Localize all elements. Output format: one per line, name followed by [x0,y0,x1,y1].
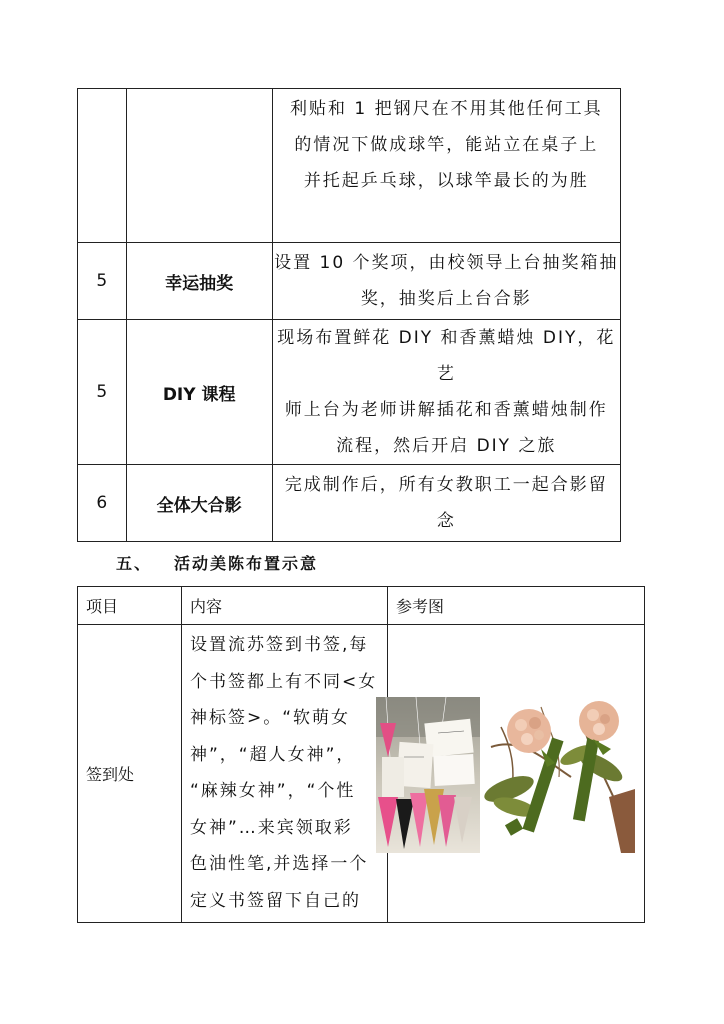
desc-line: 完成制作后，所有女教职工一起合影留 [284,475,608,495]
content-line: 神”，“超人女神”， [190,744,356,765]
header-reference: 参考图 [388,587,645,625]
header-item: 项目 [78,587,182,625]
row-number: 6 [78,465,127,542]
content-line: 个书签都上有不同<女 [190,671,378,692]
row-number: 5 [78,320,127,465]
tassel-bookmarks-photo [376,697,480,853]
flower-pens-photo [481,697,635,853]
desc-line: 流程，然后开启 DIY 之旅 [336,436,557,456]
content-line: “麻辣女神”，“个性 [190,781,356,801]
content-line: 神标签>。“软萌女 [190,708,351,728]
row-name: 全体大合影 [126,465,272,542]
desc-line: 念 [436,511,456,531]
row-description [272,243,620,320]
row-name [126,89,272,243]
row-name: DIY 课程 [126,320,272,465]
content-line: 女神”…来宾领取彩 [190,817,353,838]
desc-line: 师上台为老师讲解插花和香薰蜡烛制作 [284,400,608,420]
desc-line: 设置 10 个奖项，由校领导上台抽奖箱抽 [274,253,619,273]
desc-line: 现场布置鲜花 DIY 和香薰蜡烛 DIY，花艺 [277,328,616,384]
row-name: 幸运抽奖 [126,243,272,320]
item-cell: 签到处 [78,625,182,923]
row-number [78,89,127,243]
section-title: 活动美陈布置示意 [174,554,319,573]
table-header-row [78,587,645,625]
desc-line: 的情况下做成球竿，能站立在桌子上 [294,135,599,155]
table-row [78,465,621,542]
section-heading [116,551,318,574]
desc-line: 并托起乒乓球，以球竿最长的为胜 [303,171,589,191]
table-row [78,243,621,320]
row-description [272,89,620,243]
header-content: 内容 [182,587,388,625]
table-row [78,320,621,465]
content-cell [182,625,388,923]
section-number: 五、 [116,554,153,573]
content-line: 设置流苏签到书签,每 [190,635,369,655]
desc-line: 奖，抽奖后上台合影 [360,289,532,309]
row-description [272,465,620,542]
table-row [78,89,621,243]
content-line: 定义书签留下自己的 [190,890,361,911]
content-line: 色油性笔,并选择一个 [190,854,369,874]
activity-table [77,88,621,542]
row-description [272,320,620,465]
row-number: 5 [78,243,127,320]
desc-line: 利贴和 1 把钢尺在不用其他任何工具 [290,99,603,119]
